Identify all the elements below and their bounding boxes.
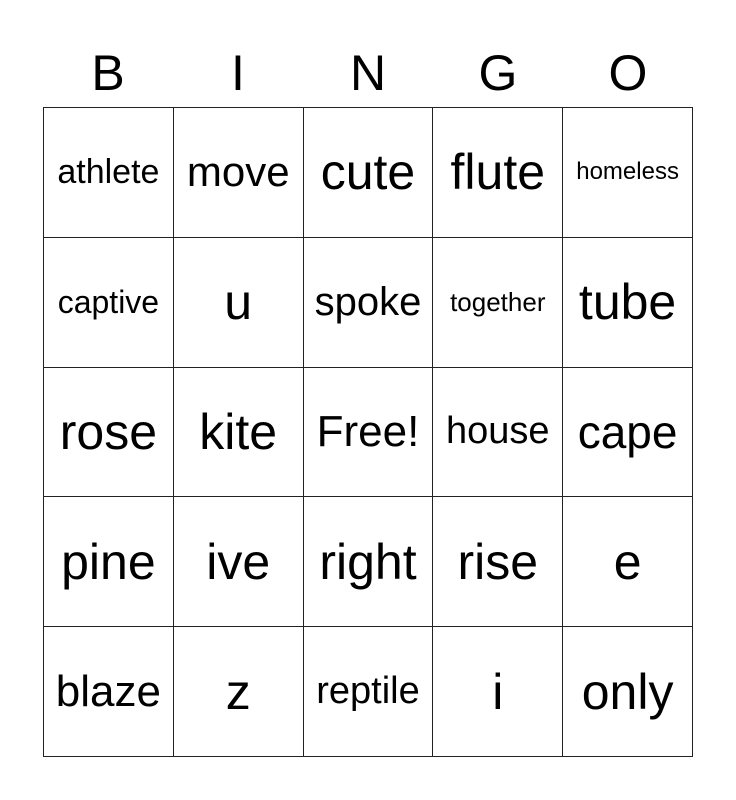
cell-word: reptile [316,670,420,713]
bingo-cell[interactable] [174,238,304,368]
cell-word: e [613,533,642,590]
header-letter-n: N [349,45,387,101]
header-letter-i: I [231,45,245,101]
header-letter-o: O [608,45,648,101]
cell-word: only [581,663,674,720]
bingo-cell[interactable] [563,108,693,238]
bingo-cell[interactable] [563,497,693,627]
header-letter-g: G [478,45,518,101]
bingo-cell[interactable] [304,108,434,238]
bingo-cell[interactable] [563,627,693,757]
bingo-cell[interactable] [433,238,563,368]
cell-word: athlete [57,152,160,191]
cell-word: rose [59,403,158,460]
cell-word: together [450,286,546,317]
cell-word: flute [450,144,546,201]
bingo-cell[interactable] [44,368,174,498]
bingo-cell[interactable] [304,238,434,368]
cell-word: spoke [314,279,422,324]
bingo-header [43,40,693,106]
cell-word: move [186,148,290,196]
bingo-cell[interactable] [44,238,174,368]
bingo-cell[interactable] [174,108,304,238]
bingo-cell[interactable] [174,497,304,627]
bingo-cell[interactable] [44,108,174,238]
bingo-cell[interactable] [44,627,174,757]
bingo-cell[interactable] [563,238,693,368]
bingo-cell[interactable] [174,627,304,757]
cell-word: ive [206,533,271,590]
cell-word: rise [457,533,539,590]
free-space[interactable] [304,368,434,498]
bingo-cell[interactable] [563,368,693,498]
bingo-cell[interactable] [433,497,563,627]
cell-word: Free! [316,406,420,456]
cell-word: cute [320,144,416,201]
cell-word: cape [577,405,678,458]
bingo-cell[interactable] [174,368,304,498]
cell-word: blaze [55,666,161,716]
cell-word: right [319,533,417,590]
cell-word: house [446,410,550,453]
bingo-cell[interactable] [44,497,174,627]
cell-word: z [225,663,251,720]
cell-word: homeless [576,158,679,186]
cell-word: pine [61,533,156,590]
cell-word: captive [57,283,160,320]
cell-word: tube [578,274,677,331]
bingo-cell[interactable] [304,627,434,757]
bingo-grid [43,107,693,757]
cell-word: i [492,663,504,720]
bingo-cell[interactable] [304,497,434,627]
header-letter-b: B [91,45,125,101]
cell-word: u [224,274,253,331]
bingo-cell[interactable] [433,627,563,757]
cell-word: kite [199,403,278,460]
bingo-cell[interactable] [433,108,563,238]
bingo-cell[interactable] [433,368,563,498]
